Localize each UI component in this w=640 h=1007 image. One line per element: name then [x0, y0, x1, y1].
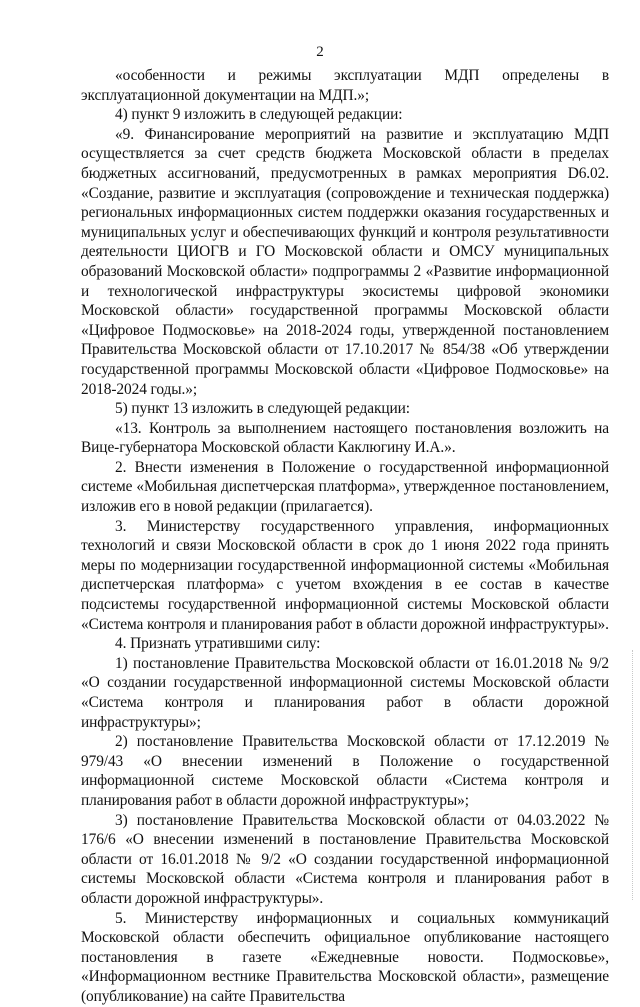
paragraph-item-5: 5) пункт 13 изложить в следующей редакции: — [115, 400, 410, 418]
paragraph-section-3: 3. Министерству государственного управления, информационных технологий и связи Московской области в срок до 1 июня 2022 года принять меры по модернизации государственной информационной системы «Мобильная диспетчерская платформа» с учетом вхождения в ее состав в качестве подсистемы государственной информационной системы Московской области «Система контроля и планирования работ в области дорожной инфраструктуры». — [81, 517, 609, 633]
paragraph-repeal-3: 3) постановление Правительства Московской области от 04.03.2022 № 176/6 «О внесении изменений в постановление Правительства Московской области от 16.01.2018 № 9/2 «О создании государственной информационной системы Московской области «Система контроля и планирования работ в области дорожной инфраструктуры». — [81, 811, 609, 907]
paragraph-clause-9: «9. Финансирование мероприятий на развитие и эксплуатацию МДП осуществляется за счет средств бюджета Московской области в пределах бюджетных ассигнований, предусмотренных в рамках мероприятия D6.02. «Создание, развитие и эксплуатация (сопровождение и техническая поддержка) региональных информационных систем поддержки оказания государственных и муниципальных услуг и обеспечивающих функций и контроля результативности деятельности ЦИОГВ и ГО Московской области и ОМСУ муниципальных образований Московской области» подпрограммы 2 «Развитие информационной и технологической инфраструктуры экосистемы цифровой экономики Московской области» государственной программы Московской области «Цифровое Подмосковье» на 2018-2024 годы, утвержденной постановлением Правительства Московской области от 17.10.2017 № 854/38 «Об утверждении государственной программы Московской области «Цифровое Подмосковье» на 2018-2024 годы.»; — [81, 125, 609, 398]
paragraph-item-4: 4) пункт 9 изложить в следующей редакции: — [115, 106, 403, 124]
page-number: 2 — [316, 44, 324, 60]
paragraph-repeal-1: 1) постановление Правительства Московской области от 16.01.2018 № 9/2 «О создании государственной информационной системы Московской области «Система контроля и планирования работ в области дорожной инфраструктуры»; — [81, 654, 609, 731]
paragraph-section-5: 5. Министерству информационных и социальных коммуникаций Московской области обеспечить официальное опубликование настоящего постановления в газете «Ежедневные новости. Подмосковье», «Информационном вестнике Правительства Московской области», размещение (опубликование) на сайте Правительства — [81, 909, 609, 1005]
scan-edge-mark — [632, 650, 636, 900]
document-body — [81, 66, 609, 1007]
paragraph-section-2: 2. Внести изменения в Положение о государственной информационной системе «Мобильная диспетчерская платформа», утвержденное постановлением, изложив его в новой редакции (прилагается). — [81, 458, 609, 516]
paragraph-continuation: «особенности и режимы эксплуатации МДП определены в эксплуатационной документации на МДП.»; — [81, 67, 609, 104]
paragraph-section-4: 4. Признать утратившими силу: — [115, 635, 321, 653]
paragraph-repeal-2: 2) постановление Правительства Московской области от 17.12.2019 № 979/43 «О внесении изменений в Положение о государственной информационной системе Московской области «Система контроля и планирования работ в области дорожной инфраструктуры»; — [81, 733, 609, 809]
paragraph-clause-13: «13. Контроль за выполнением настоящего постановления возложить на Вице-губернатора Московской области Каклюгину И.А.». — [81, 419, 609, 457]
